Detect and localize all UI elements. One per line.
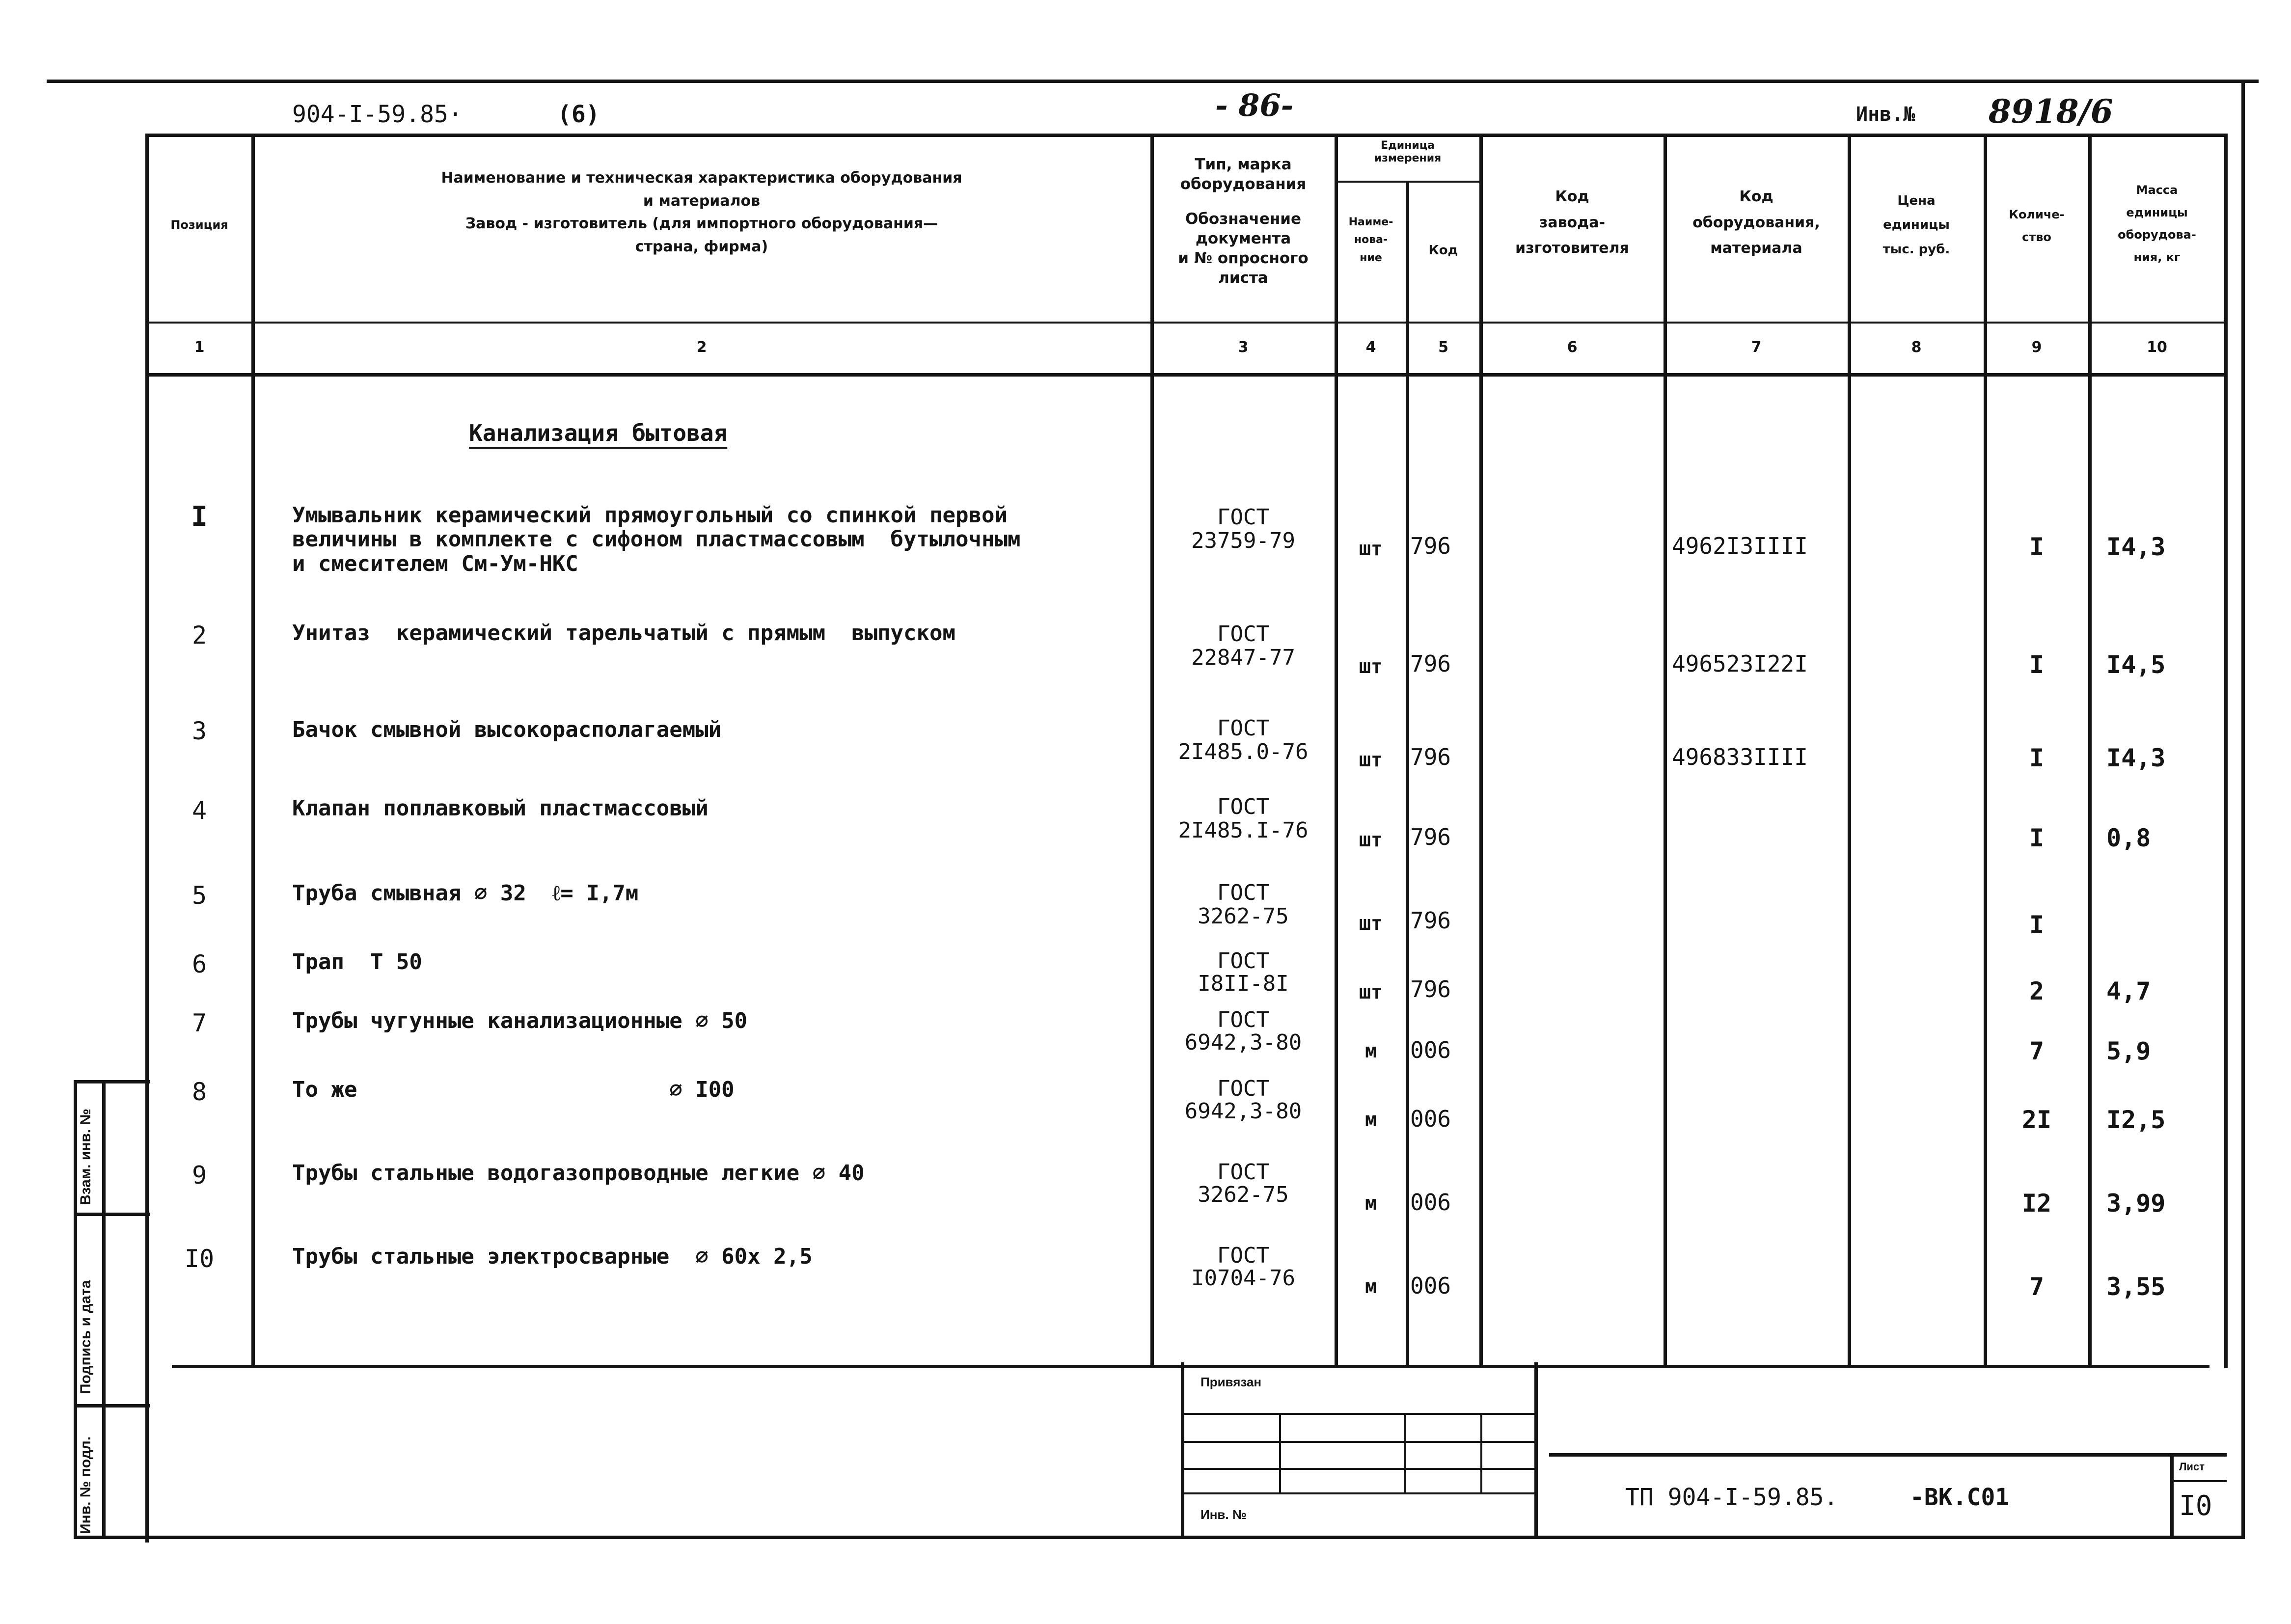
row-description: Трубы стальные электросварные ∅ 60х 2,5: [292, 1244, 813, 1269]
col-header-unit-name: Наиме- нова- ние: [1348, 216, 1393, 264]
row-quantity: I: [2029, 650, 2045, 679]
row-description: Трап Т 50: [292, 949, 422, 974]
row-document: ГОСТ I0704-76: [1191, 1243, 1295, 1291]
row-unit: шт: [1359, 538, 1383, 560]
stamp-inv-label: Инв. №: [1200, 1507, 1247, 1522]
row-description: Унитаз керамический тарельчатый с прямым выпуском: [292, 621, 956, 646]
row-unit-code: 796: [1410, 533, 1451, 559]
row-mass: 0,8: [2106, 824, 2151, 852]
side-label-original-inv: Инв. № подл.: [78, 1436, 94, 1534]
side-label-signature-date: Подпись и дата: [78, 1280, 94, 1394]
row-document: ГОСТ I8II-8I: [1198, 948, 1289, 997]
row-mass: I4,3: [2106, 744, 2166, 772]
col-number-7: 7: [1751, 339, 1762, 356]
row-quantity: I: [2029, 533, 2045, 561]
row-position: I0: [184, 1245, 215, 1273]
row-description: То же ∅ I00: [292, 1077, 735, 1102]
row-mass: 5,9: [2106, 1037, 2151, 1065]
col-header-mass: Масса единицы оборудова- ния, кг: [2118, 183, 2196, 264]
row-document: ГОСТ 23759-79: [1191, 505, 1295, 554]
col-number-8: 8: [1911, 339, 1922, 356]
row-document: ГОСТ 2I485.I-76: [1178, 794, 1309, 843]
row-equipment-code: 496523I22I: [1672, 650, 1808, 677]
row-position: 9: [191, 1161, 207, 1190]
row-unit-code: 006: [1410, 1037, 1451, 1063]
row-description: Умывальник керамический прямоугольный со спинкой первой величины в комплекте с сифоном пластмассовым бутылочным и смесителем См-Ум-НКС: [292, 503, 1021, 576]
row-equipment-code: 496833IIII: [1672, 744, 1808, 770]
row-description: Клапан поплавковый пластмассовый: [292, 796, 709, 821]
col-header-equipment-code: Код оборудования, материала: [1692, 188, 1820, 257]
col-number-3: 3: [1238, 339, 1249, 356]
stamp-sheet-number: I0: [2179, 1490, 2212, 1522]
page-number: - 86-: [1215, 87, 1294, 123]
row-position: 4: [191, 796, 207, 825]
row-document: ГОСТ 3262-75: [1198, 1160, 1289, 1208]
row-document: ГОСТ 6942,3-80: [1184, 1007, 1302, 1056]
col-header-price: Цена единицы тыс. руб.: [1882, 193, 1950, 257]
row-unit: м: [1364, 1192, 1377, 1215]
col-number-9: 9: [2031, 339, 2042, 356]
row-mass: I2,5: [2106, 1106, 2166, 1134]
row-quantity: I: [2029, 744, 2045, 772]
row-unit: шт: [1359, 912, 1383, 935]
row-unit: м: [1364, 1275, 1377, 1298]
row-position: 3: [191, 717, 207, 745]
col-header-unit-code: Код: [1428, 243, 1458, 258]
stamp-doc-suffix: -ВК.С01: [1910, 1484, 2010, 1511]
side-label-replaced-inv: Взам. инв. №: [78, 1109, 94, 1205]
row-mass: I4,3: [2106, 533, 2166, 561]
row-unit-code: 796: [1410, 824, 1451, 850]
row-description: Трубы чугунные канализационные ∅ 50: [292, 1008, 748, 1033]
row-quantity: I2: [2021, 1189, 2052, 1218]
row-mass: 3,99: [2106, 1189, 2166, 1218]
row-position: 7: [191, 1009, 207, 1037]
col-number-6: 6: [1567, 339, 1578, 356]
row-unit-code: 796: [1410, 650, 1451, 677]
row-quantity: 2I: [2021, 1106, 2052, 1134]
row-mass: 3,55: [2106, 1272, 2166, 1301]
row-mass: 4,7: [2106, 977, 2151, 1005]
stamp-attached-label: Привязан: [1200, 1375, 1262, 1389]
row-unit: м: [1364, 1109, 1377, 1131]
col-number-10: 10: [2147, 339, 2167, 356]
row-quantity: 7: [2029, 1037, 2045, 1065]
row-document: ГОСТ 3262-75: [1198, 880, 1289, 929]
row-document: ГОСТ 2I485.0-76: [1178, 716, 1309, 765]
col-number-5: 5: [1438, 339, 1448, 356]
row-unit-code: 006: [1410, 1189, 1451, 1216]
row-unit: шт: [1359, 749, 1383, 771]
row-position: 2: [191, 621, 207, 650]
row-quantity: I: [2029, 824, 2045, 852]
row-unit-code: 006: [1410, 1272, 1451, 1299]
row-quantity: 7: [2029, 1272, 2045, 1301]
stamp-sheet-label: Лист: [2179, 1461, 2205, 1473]
inventory-label: Инв.№: [1856, 103, 1915, 126]
row-description: Трубы стальные водогазопроводные легкие ∅ 40: [292, 1161, 865, 1186]
row-unit-code: 006: [1410, 1106, 1451, 1132]
row-quantity: I: [2029, 911, 2045, 939]
col-number-4: 4: [1365, 339, 1376, 356]
col-header-name: Наименование и техническая характеристика оборудования и материалов Завод - изготовитель (для импортного оборудования— страна, фирма): [441, 169, 962, 255]
row-document: ГОСТ 22847-77: [1191, 622, 1295, 671]
row-description: Бачок смывной высокорасполагаемый: [292, 717, 722, 742]
row-position: I: [191, 501, 208, 533]
row-position: 6: [191, 950, 207, 978]
row-unit: шт: [1359, 981, 1383, 1003]
row-unit-code: 796: [1410, 744, 1451, 770]
row-position: 8: [191, 1078, 207, 1106]
col-number-2: 2: [696, 339, 707, 356]
row-unit-code: 796: [1410, 976, 1451, 1002]
doc-code: 904-I-59.85·: [292, 101, 463, 128]
col-header-factory-code: Код завода- изготовителя: [1515, 188, 1629, 257]
row-unit: шт: [1359, 829, 1383, 851]
row-unit: м: [1364, 1040, 1377, 1062]
col-number-1: 1: [194, 339, 205, 356]
row-unit-code: 796: [1410, 907, 1451, 934]
col-header-unit-group: Единица измерения: [1374, 139, 1442, 165]
col-header-quantity: Количе- ство: [2009, 208, 2065, 244]
row-mass: I4,5: [2106, 650, 2166, 679]
row-unit: шт: [1359, 655, 1383, 678]
row-position: 5: [191, 881, 207, 910]
col-header-type: Тип, марка оборудования Обозначение документа и № опросного листа: [1178, 156, 1309, 287]
part-number: (6): [557, 101, 600, 128]
row-document: ГОСТ 6942,3-80: [1184, 1076, 1302, 1124]
row-equipment-code: 4962I3IIII: [1672, 533, 1808, 559]
row-description: Труба смывная ∅ 32 ℓ= I,7м: [292, 881, 639, 906]
row-quantity: 2: [2029, 977, 2045, 1005]
section-title: Канализация бытовая: [469, 420, 728, 446]
stamp-doc-ref: ТП 904-I-59.85.: [1625, 1484, 1838, 1511]
col-header-position: Позиция: [170, 218, 228, 232]
inventory-number: 8918/6: [1989, 92, 2113, 131]
